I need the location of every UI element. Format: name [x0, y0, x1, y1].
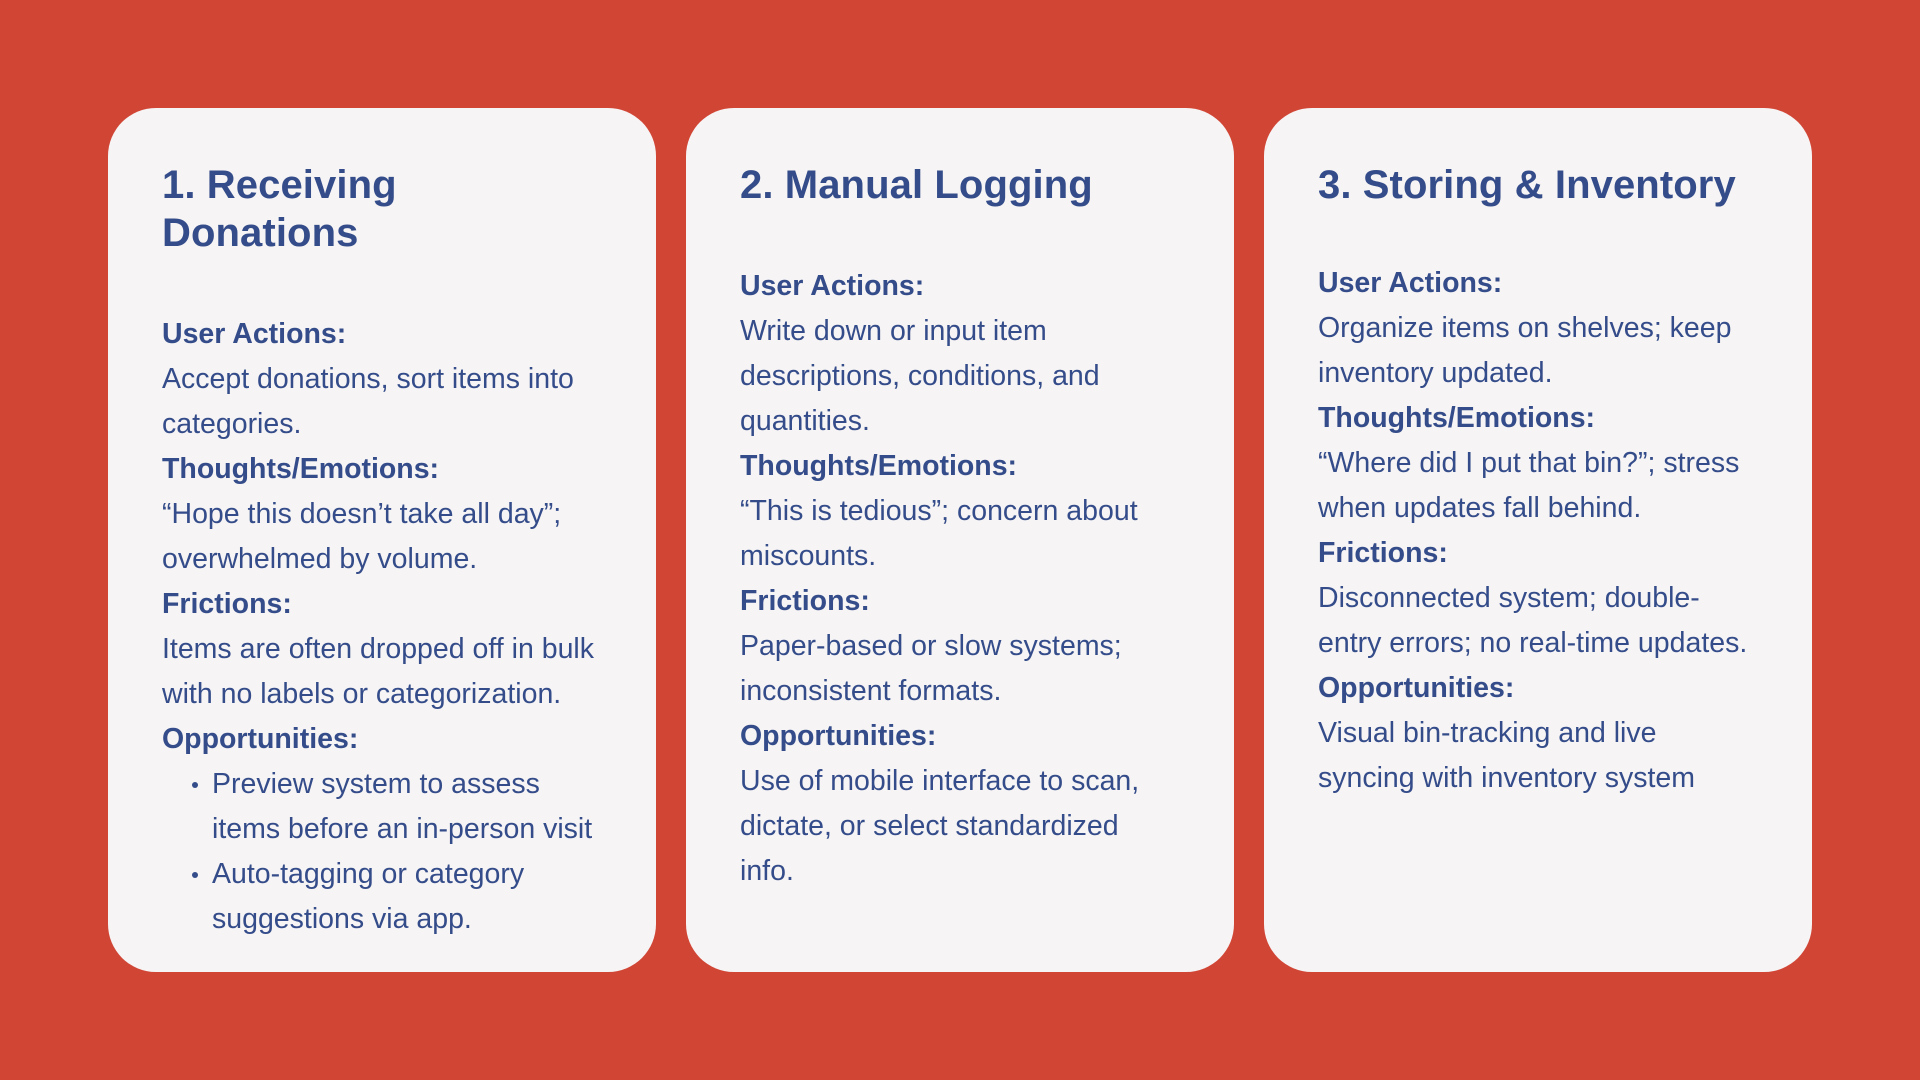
card-title: 2. Manual Logging	[740, 163, 1093, 207]
user-actions-label: User Actions:	[1318, 267, 1503, 299]
list-item: Preview system to assess items before an in-person visit	[212, 762, 602, 852]
card-body	[1318, 261, 1758, 801]
user-actions-label: User Actions:	[740, 270, 925, 302]
card-title: 1. Receiving Donations	[162, 163, 397, 255]
opportunities-text: Visual bin-tracking and live syncing with inventory system	[1318, 717, 1695, 794]
frictions-text: Paper-based or slow systems; inconsistent formats.	[740, 630, 1122, 707]
opportunities-label: Opportunities:	[1318, 672, 1515, 704]
thoughts-text: “This is tedious”; concern about miscounts.	[740, 495, 1138, 572]
list-item: Auto-tagging or category suggestions via app.	[212, 852, 602, 942]
card-body	[162, 312, 602, 942]
user-actions-text: Accept donations, sort items into categories.	[162, 363, 574, 440]
opportunities-label: Opportunities:	[740, 720, 937, 752]
opportunities-label: Opportunities:	[162, 723, 359, 755]
user-actions-text: Write down or input item descriptions, conditions, and quantities.	[740, 315, 1100, 437]
thoughts-label: Thoughts/Emotions:	[1318, 402, 1596, 434]
frictions-text: Disconnected system; double-entry errors; no real-time updates.	[1318, 582, 1748, 659]
thoughts-text: “Hope this doesn’t take all day”; overwhelmed by volume.	[162, 498, 562, 575]
stage-card-receiving-donations	[108, 108, 656, 972]
opportunities-list	[162, 762, 602, 942]
frictions-text: Items are often dropped off in bulk with no labels or categorization.	[162, 633, 594, 710]
frictions-label: Frictions:	[740, 585, 870, 617]
card-title: 3. Storing & Inventory	[1318, 163, 1736, 207]
user-actions-label: User Actions:	[162, 318, 347, 350]
user-actions-text: Organize items on shelves; keep inventory updated.	[1318, 312, 1732, 389]
thoughts-label: Thoughts/Emotions:	[162, 453, 440, 485]
card-body	[740, 264, 1180, 894]
thoughts-label: Thoughts/Emotions:	[740, 450, 1018, 482]
thoughts-text: “Where did I put that bin?”; stress when updates fall behind.	[1318, 447, 1740, 524]
opportunities-text: Use of mobile interface to scan, dictate, or select standardized info.	[740, 765, 1140, 887]
frictions-label: Frictions:	[1318, 537, 1448, 569]
stage-card-manual-logging	[686, 108, 1234, 972]
stage-card-storing-inventory	[1264, 108, 1812, 972]
frictions-label: Frictions:	[162, 588, 292, 620]
